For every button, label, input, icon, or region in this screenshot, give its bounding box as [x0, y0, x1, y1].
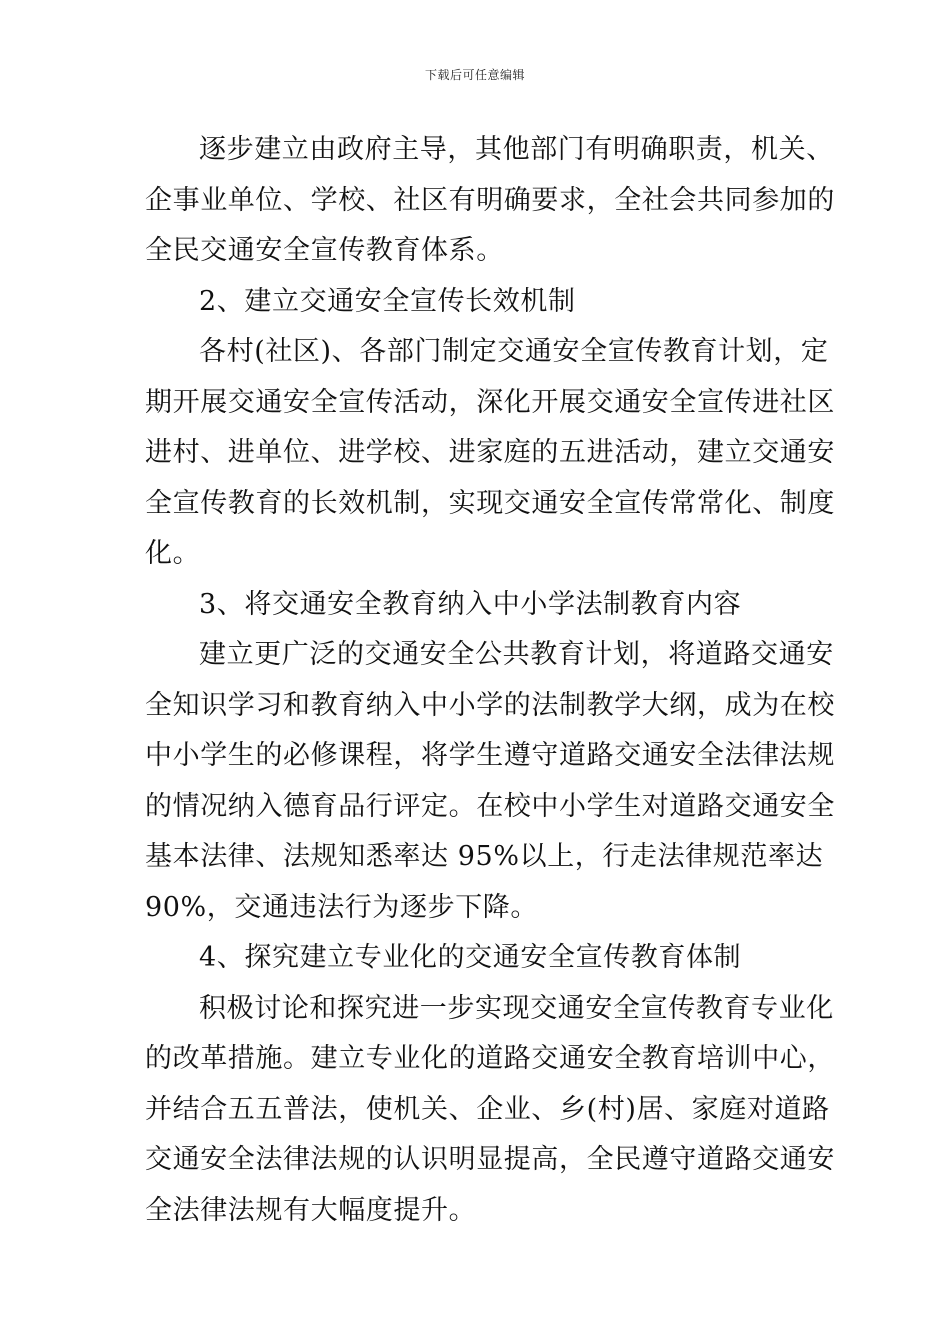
- text-line: 全民交通安全宣传教育体系。: [145, 235, 504, 266]
- text-line: 交通安全法律法规的认识明显提高，全民遵守道路交通安: [145, 1144, 835, 1175]
- text-line: 化。: [145, 538, 201, 569]
- text-line: 逐步建立由政府主导，其他部门有明确职责，机关、: [199, 134, 834, 165]
- text-line: 全法律法规有大幅度提升。: [145, 1194, 477, 1226]
- text-line: 4、探究建立专业化的交通安全宣传教育体制: [199, 942, 742, 973]
- text-line: 的情况纳入德育品行评定。在校中小学生对道路交通安全: [145, 790, 835, 822]
- text-line: 基本法律、法规知悉率达 95%以上，行走法律规范率达: [145, 841, 824, 872]
- text-line: 的改革措施。建立专业化的道路交通安全教育培训中心，: [145, 1043, 835, 1074]
- text-line: 90%，交通违法行为逐步下降。: [145, 891, 539, 923]
- text-line: 建立更广泛的交通安全公共教育计划，将道路交通安: [199, 639, 834, 670]
- text-line: 积极讨论和探究进一步实现交通安全宣传教育专业化: [199, 992, 834, 1024]
- text-line: 并结合五五普法，使机关、企业、乡(村)居、家庭对道路: [145, 1093, 830, 1125]
- text-line: 企事业单位、学校、社区有明确要求，全社会共同参加的: [145, 184, 835, 216]
- text-line: 3、将交通安全教育纳入中小学法制教育内容: [199, 588, 742, 620]
- text-line: 期开展交通安全宣传活动，深化开展交通安全宣传进社区: [145, 386, 835, 418]
- text-line: 各村(社区)、各部门制定交通安全宣传教育计划，定: [199, 336, 829, 367]
- text-line: 全知识学习和教育纳入中小学的法制教学大纲，成为在校: [145, 689, 835, 721]
- text-line: 进村、进单位、进学校、进家庭的五进活动，建立交通安: [145, 437, 835, 468]
- text-line: 中小学生的必修课程，将学生遵守道路交通安全法律法规: [145, 740, 835, 771]
- text-line: 全宣传教育的长效机制，实现交通安全宣传常常化、制度: [145, 487, 835, 519]
- text-line: 2、建立交通安全宣传长效机制: [199, 285, 576, 317]
- page-header: 下载后可任意编辑: [424, 68, 525, 82]
- document-body: [145, 125, 835, 1236]
